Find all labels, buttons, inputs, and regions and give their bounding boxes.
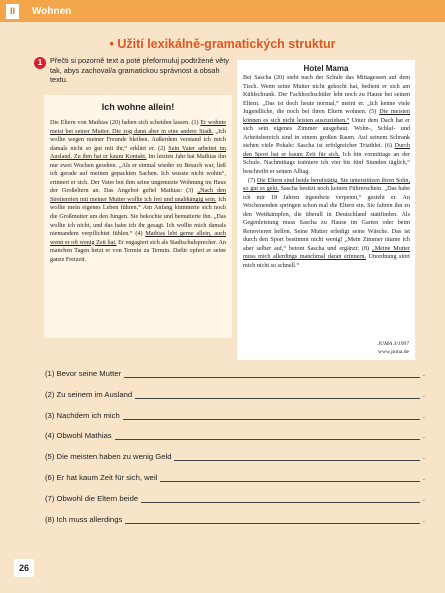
task-number-badge: 1 [34, 57, 46, 69]
source-url: www.juma.de [377, 349, 409, 355]
answer-row [45, 494, 425, 515]
underlined-sentence: Sein Vater arbeitet im Ausland. Zu ihm hat er kaum Kontakt. [50, 145, 226, 161]
answer-row [45, 452, 425, 473]
underlined-sentence: Durch den Sport hat er kaum Zeit für sich. [243, 143, 410, 158]
answer-input-line[interactable] [141, 502, 420, 503]
answer-end-mark: . [422, 514, 425, 524]
underlined-sentence: Mathias lebt gerne allein, auch wenn er oft wenig Zeit hat. [50, 231, 226, 246]
answer-input-line[interactable] [135, 398, 420, 399]
answer-end-mark: . [422, 369, 425, 378]
answer-end-mark: . [422, 452, 425, 462]
answer-input-line[interactable] [123, 419, 420, 420]
underlined-sentence: Die meisten können es sich nicht leisten auszuziehen.“ [243, 109, 410, 124]
section-title: Wohnen [32, 6, 72, 17]
task-instructions: Přečti si pozorně text a poté přeformuluj podtržené věty tak, abys zachoval/a gramatickou správnost a obsah textu. [50, 56, 229, 84]
answer-prompt: (3) Nachdem ich mich [45, 410, 120, 420]
text-segment: (7) [248, 177, 257, 184]
text-right-body [243, 74, 410, 271]
answer-row [45, 473, 425, 494]
text-segment: Ich wollte mein eigenes Leben führen.“ Am Anfang kümmerte sich noch die Großmutter um den Jungen. Sie bekochte und bemutterte ihn. „Das wollte ich nicht, und das habe ich ihr gesagt. Ich wollte mich damals niemandem verpflichtet fühlen.“ (4) [50, 196, 226, 238]
answer-end-mark: . [422, 389, 425, 399]
answer-end-mark: . [422, 431, 425, 441]
text-right-title: Hotel Mama [303, 64, 349, 73]
chapter-badge: II [6, 4, 19, 19]
answer-prompt: (2) Zu seinem im Ausland [45, 389, 133, 399]
answer-row [45, 390, 425, 411]
text-left-body [50, 119, 226, 264]
underlined-sentence: Die Eltern sind beide berufstätig. Sie unterstützen ihren Sohn, so gut es geht. [243, 177, 410, 193]
text-segment: Sascha besitzt noch keinen Führerschein. „Das habe ich mir 18 Jahren irgendwie verpennt,“ gesteht er. An Wochenenden springen schon mal die Eltern ein. Sie fahren ihn zu den Wettkämpfen, die überall in Deutschland stattfinden. Als Gegenleistung muss Sascha zu Hause im Garten oder beim Renovieren helfen. Seine Mutter erledigt seine Wäsche. Das ist durch den Sport bestimmt nicht wenig! „Mein Zimmer räume ich aber selber auf,“ betont Sascha und ergänzt: (8) [243, 186, 411, 252]
text-segment: Er engagiert sich als Stadtschulsprecher. An manchen Tagen hetzt er von Termin zu Termin. Dafür opfert er seine ganze Freizeit. [50, 239, 226, 263]
answer-row [45, 515, 425, 536]
answer-row [45, 411, 425, 432]
answer-prompt: (8) Ich muss allerdings [45, 514, 123, 524]
text-box-right [237, 60, 415, 360]
answer-prompt: (6) Er hat kaum Zeit für sich, weil [45, 472, 158, 482]
text-segment: „Ich wollte wegen meiner Freunde bleiben. Außerdem verstand ich mich damals nicht so gut mit ihr,“ erklärt er. (2) [50, 128, 226, 152]
answer-input-line[interactable] [160, 481, 420, 482]
underlined-sentence: „Nach den Streitereien mit meiner Mutter wollte ich frei und unabhängig sein. [50, 188, 226, 203]
answer-end-mark: . [422, 472, 425, 482]
answer-input-line[interactable] [125, 523, 420, 524]
answer-prompt: (7) Obwohl die Eltern beide [45, 493, 139, 503]
answer-row [45, 369, 425, 390]
answer-list [45, 369, 425, 535]
answer-input-line[interactable] [115, 439, 420, 440]
text-segment: Ich bin vormittags an der Schule. Nachmittags trainiere ich vier bis fünf Stunden täglich,“ beschreibt er seinen Alltag. [243, 151, 410, 176]
answer-row [45, 431, 425, 452]
answer-input-line[interactable] [124, 377, 420, 378]
answer-prompt: (5) Die meisten haben zu wenig Geld [45, 452, 172, 462]
source-citation: JUMA 3/1997 [377, 341, 409, 347]
text-segment: Unter dem Dach hat er sich sein eigenes Zimmer ausgebaut. Wohn-, Schlaf- und Arbeitsbereich sind in einem großen Raum. Auf seinem Schrank stehen viele Pokale: Sascha ist erfolgreicher Triathlet. (6) [243, 117, 410, 150]
answer-prompt: (1) Bevor seine Mutter [45, 369, 122, 378]
text-box-left [44, 95, 232, 338]
answer-end-mark: . [422, 410, 425, 420]
answer-prompt: (4) Obwohl Mathias [45, 431, 112, 441]
text-segment: Bei Sascha (20) steht nach der Schule das Mittagessen auf dem Tisch. Wenn seine Mutter nicht gekocht hat, bedient er sich am Kühlschrank. Der Fachhochschüler lebt noch zu Hause bei seinen Eltern. „Das ist doch heute normal,“ meint er. „Ich kenne viele Jugendliche, die noch bei ihren Eltern wohnen. (5) [243, 75, 410, 116]
underlined-sentence: „Meine Mutter muss mich allerdings manchmal daran erinnern. [243, 245, 410, 261]
page-number: 26 [14, 559, 34, 577]
underlined-sentence: Er wohnte meist bei seiner Mutter. Die zog dann aber in eine andere Stadt. [50, 120, 226, 135]
header-bar [0, 0, 445, 22]
text-segment: Im letzten Jahr hat Mathias ihn nur zwei Wochen gesehen. „Als er einmal wieder zu Besuch war, ließ ich gerade auf meinen gepackten Sachen. Ich wusste nicht wohin“, erinnert er sich. Der Vater bot ihm seine ungenutzte Wohnung im Haus der Großeltern an. Das Angebot gefiel Mathias: (3) [50, 154, 226, 195]
text-left-title: Ich wohne allein! [101, 102, 175, 112]
text-segment: Unordnung stört mich nicht so schnell.“ [243, 254, 410, 270]
text-segment: Die Eltern von Mathias (20) haben sich scheiden lassen. (1) [50, 120, 201, 126]
answer-input-line[interactable] [174, 460, 420, 461]
page-title: • Užití lexikálně-gramatických struktur [109, 37, 336, 51]
answer-end-mark: . [422, 493, 425, 503]
